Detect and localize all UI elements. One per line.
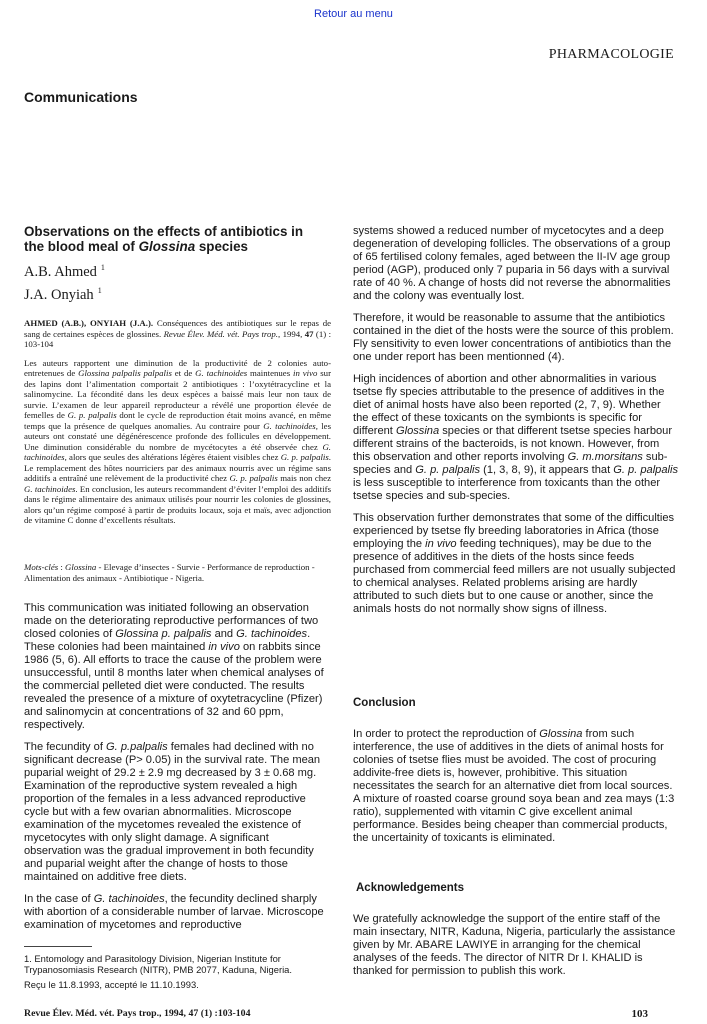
affiliation-footnote: 1. Entomology and Parasitology Division, Nigerian Institute for Trypanosomiasis Research (NITR), PMB 2077, Kaduna, Nigeria.	[24, 953, 292, 975]
body-paragraph: systems showed a reduced number of mycetocytes and a deep degeneration of developing follicles. The observations of a group of 65 fertilised colony females, aged between the II-IV age group period (AGP), produced only 7 puparia in 56 days with a survival rate of 40 %. A change of hosts did not reverse the abnormalities and the colony was eventually lost.	[353, 225, 671, 302]
french-abstract	[24, 318, 331, 534]
acknowledgements-heading: Acknowledgements	[356, 882, 464, 894]
body-paragraph: This observation further demonstrates that some of the difficulties experienced by tsetse fly breeding laboratories in Africa (those employing the in vivo feeding techniques), may be due to the presence of additives in the diets of the hosts since feeds purchased from commercial feed millers are not usually subjected to chemical analyses. Related problems arising are hardly attributed to such diets but to one cause or another, since the animals hosts do not normally show signs of illness.	[353, 512, 676, 615]
author-2	[24, 286, 102, 304]
journal-citation: Revue Élev. Méd. vét. Pays trop., 1994, 47 (1) :103-104	[24, 1008, 251, 1019]
section-heading: PHARMACOLOGIE	[548, 47, 674, 62]
abstract-citation: AHMED (A.B.), ONYIAH (J.A.). Conséquences des antibiotiques sur le repas de sang de certaines espèces de glossines. Revue Élev. Méd. vét. Pays trop., 1994, 47 (1) : 103-104	[24, 318, 332, 349]
body-paragraph: The fecundity of G. p.palpalis females had declined with no significant decrease (P> 0.05) in the survival rate. The mean puparial weight of 29.2 ± 2.9 mg decreased by 3 ± 0.68 mg. Examination of the reproductive system revealed a high proportion of the females in a less advanced reproductive cycle but with a few ovarian abnormalities. Microscope examination of the mycetomes revealed the existence of mycetocytes with only slight damage. A significant observation was the gradual improvement in both fecundity and puparial weight after the change of hosts to those maintained on additive free diets.	[24, 741, 321, 883]
keywords: Mots-clés : Glossina - Elevage d’insectes - Survie - Performance de reproduction - Alimentation des animaux - Antibiotique - Nigeria.	[24, 562, 315, 583]
footnote-divider	[24, 946, 92, 947]
back-to-menu-link[interactable]: Retour au menu	[314, 8, 393, 20]
body-paragraph: This communication was initiated following an observation made on the deteriorating reproductive performances of two closed colonies of Glossina p. palpalis and G. tachinoides. These colonies had been maintained in vivo on rabbits since 1986 (5, 6). All efforts to trace the cause of the problem were unsuccessful, until 8 months later when chemical analyses of the commercial pelleted diet were conducted. The results revealed the presence of a mixture of oxytetracycline (Pfizer) and salinomycin at concentrations of 32 and 60 ppm, respectively.	[24, 602, 324, 731]
page-number: 103	[631, 1008, 648, 1020]
body-column-right	[353, 225, 679, 625]
affiliation-mark: 1	[100, 263, 105, 272]
body-paragraph: High incidences of abortion and other abnormalities in various tsetse fly species attributable to the presence of additives in the diet of animal hosts have also been reported (2, 7, 9). Whether the effect of these toxicants on the symbionts is specific for different Glossina species or that different tsetse species harbour different strains of the bacteroids, is not known. However, from this observation and other reports involving G. m.morsitans sub-species and G. p. palpalis (1, 3, 8, 9), it appears that G. p. palpalis is less susceptible to interference from toxicants than the other tsetse species and sub-species.	[353, 373, 678, 502]
body-column-left	[24, 602, 326, 941]
rubric-heading: Communications	[24, 89, 138, 105]
acknowledgements-paragraph: We gratefully acknowledge the support of the entire staff of the main insectary, NITR, Kaduna, Nigeria, particularly the assistance given by Mr. ABARE LAWIYE in arranging for the chemical analyses of the feeds. The director of NITR Dr I. KHALID is thanked for permission to publish this work.	[353, 913, 676, 977]
abstract-body: Les auteurs rapportent une diminution de la productivité de 2 colonies auto-entretenues de Glossina palpalis palpalis et de G. tachinoides maintenues in vivo sur des lapins dont l’alimentation comportait 2 antibiotiques : l’oxytétracycline et la salinomycine. La fécondité dans les deux espèces a baissé mais leur non taux de survie. L’examen de leur appareil reproducteur a révélé une proportion élevée de femelles de G. p. palpalis dont le cycle de reproduction était moins avancé, en même temps que la présence de quelques anomalies. Au contraire pour G. tachinoides, les auteurs ont constaté une dégénérescence profonde des follicules en développement. Une diminution considérable du nombre de mycétocytes a été observée chez G. tachinoides, alors que seules des altérations légères étaient visibles chez G. p. palpalis. Le remplacement des hôtes nourriciers par des animaux nourris avec un régime sans additifs a entraîné une relèvement de la productivité chez G. p. palpalis mais non chez G. tachinoides. En conclusion, les auteurs recommandent d’éviter l’emploi des additifs dans le régime alimentaire des animaux utilisés pour nourrir les colonies de glossines, alors qu’un régime composé à partir de produits locaux, soja et maïs, avec adjonction de vitamine C donne d’excellents résultats.	[24, 357, 332, 525]
author-name: J.A. Onyiah	[24, 287, 94, 303]
conclusion-heading: Conclusion	[353, 697, 416, 709]
received-date: Reçu le 11.8.1993, accepté le 11.10.1993.	[24, 979, 199, 990]
affiliation-mark: 1	[97, 286, 102, 295]
author-name: A.B. Ahmed	[24, 264, 97, 280]
article-title: Observations on the effects of antibiotics in the blood meal of Glossina species	[24, 224, 304, 254]
body-paragraph: Therefore, it would be reasonable to assume that the antibiotics contained in the diet of the hosts were the source of this problem. Fly sensitivity to even lower concentrations of antibiotics than the one under report has been mentionned (4).	[353, 312, 674, 363]
author-1	[24, 263, 105, 281]
conclusion-paragraph: In order to protect the reproduction of Glossina from such interference, the use of additives in the diets of animal hosts for colonies of tsetse flies must be avoided. The cost of procuring addivite-free diets is, however, prohibitive. This situation necessitates the search for an alternative diet from local sources. A mixture of roasted coarse ground soya bean and zea mays (1:3 ratio), supplemented with vitamin C give excellent animal performance. Besides being cheaper than commercial products, the uncertainity of toxicants is eliminated.	[353, 728, 675, 844]
body-paragraph: In the case of G. tachinoides, the fecundity declined sharply with abortion of a considerable number of larvae. Microscope examination of mycetomes and reproductive	[24, 893, 324, 931]
